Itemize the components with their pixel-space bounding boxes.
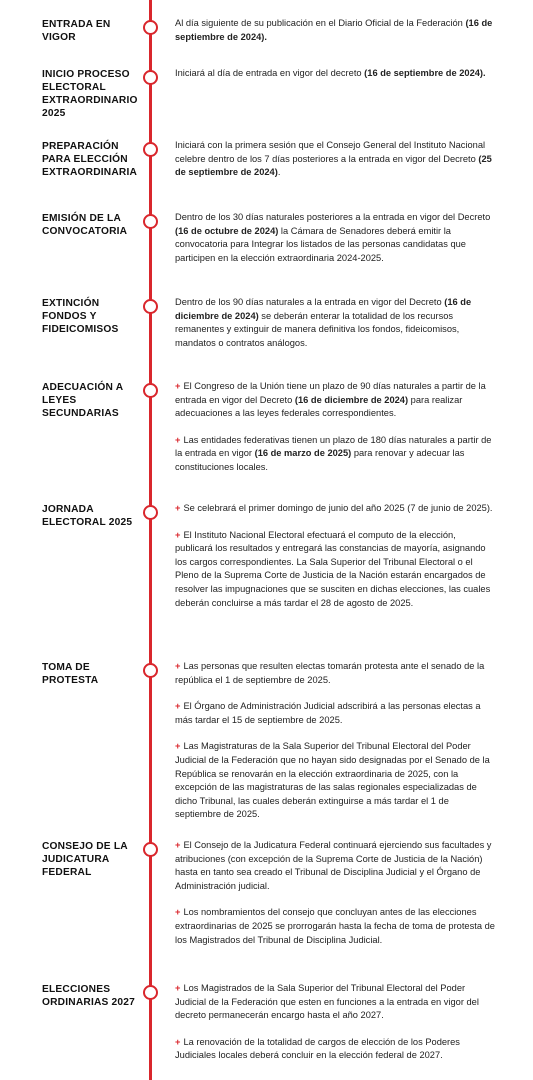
text-segment: la Cámara de Senadores deberá emitir la convocatoria para Integrar los listados de las personas candidatas que participen en la elección extraordinaria 2024-2025.	[175, 225, 466, 263]
description-paragraph	[175, 502, 495, 516]
description-paragraph	[175, 139, 495, 180]
description-paragraph	[175, 982, 495, 1023]
plus-icon: +	[175, 983, 181, 993]
timeline-dot	[143, 505, 158, 520]
text-segment: Iniciará al día de entrada en vigor del decreto	[175, 68, 365, 78]
timeline-dot	[143, 70, 158, 85]
text-segment: Dentro de los 30 días naturales posteriores a la entrada en vigor del Decreto	[175, 212, 491, 222]
plus-icon: +	[175, 381, 181, 391]
entry-description	[175, 660, 495, 822]
timeline-dot	[143, 299, 158, 314]
timeline-dot	[143, 985, 158, 1000]
plus-icon: +	[175, 1036, 181, 1047]
description-paragraph	[175, 211, 495, 265]
entry-label: ADECUACIÓN A LEYES SECUNDARIAS	[42, 382, 123, 419]
text-segment: Las entidades federativas tienen un plazo de 180 días naturales a partir de la entrada en vigor	[175, 434, 492, 459]
entry-description	[175, 982, 495, 1063]
text-segment: para renovar y adecuar las constituciones locales.	[175, 448, 465, 472]
text-segment: Los nombramientos del consejo que concluyan antes de las elecciones extraordinarias de 2025 se prorrogarán hasta la fecha de toma de protesta de los Magistrados del Tribunal de Disciplina Judicial.	[175, 907, 495, 945]
entry-description	[175, 502, 495, 610]
entry-label: CONSEJO DE LA JUDICATURA FEDERAL	[42, 841, 128, 878]
text-segment: El Congreso de la Unión tiene un plazo de 90 días naturales a partir de la entrada en vigor del Decreto	[175, 381, 486, 405]
text-segment: El Instituto Nacional Electoral efectuará el computo de la elección, publicará los resultados y entregará las constancias de mayoría, asignando los cargos correspondientes. La Sala Superior del Tribunal Electoral o el Pleno de la Suprema Corte de Justicia de la Nación estarán encargados de resolver las impugnaciones que se susciten en dichas elecciones, las cuales deberán concluirse a más tardar el 28 de agosto de 2025.	[175, 529, 491, 608]
plus-icon: +	[175, 840, 181, 850]
entry-description	[175, 296, 495, 350]
entry-description	[175, 839, 495, 947]
entry-description	[175, 17, 495, 44]
date-highlight: (16 de septiembre de 2024).	[364, 68, 486, 78]
date-highlight: (16 de diciembre de 2024)	[175, 297, 472, 321]
description-paragraph	[175, 17, 495, 44]
date-highlight: (16 de marzo de 2025)	[254, 448, 352, 459]
description-paragraph	[175, 660, 495, 687]
entry-label: PREPARACIÓN PARA ELECCIÓN EXTRAORDINARIA	[42, 141, 138, 178]
text-segment: Los Magistrados de la Sala Superior del Tribunal Electoral del Poder Judicial de la Federación que esten en funciones a la entrada en vigor del decreto permanecerán encargo hasta el año 2027.	[175, 983, 479, 1021]
text-segment: .	[277, 167, 281, 178]
plus-icon: +	[175, 503, 181, 513]
plus-icon: +	[175, 434, 181, 445]
entry-description	[175, 139, 495, 180]
timeline-dot	[143, 214, 158, 229]
entry-label: EMISIÓN DE LA CONVOCATORIA	[42, 213, 128, 237]
date-highlight: (25 de septiembre de 2024)	[175, 153, 492, 178]
text-segment: Al día siguiente de su publicación en el Diario Oficial de la Federación	[175, 18, 466, 28]
timeline-dot	[143, 383, 158, 398]
entry-label: ELECCIONES ORDINARIAS 2027	[42, 984, 136, 1008]
description-paragraph	[175, 906, 495, 947]
timeline-line	[149, 0, 152, 1080]
entry-label: INICIO PROCESO ELECTORAL EXTRAORDINARIO 2025	[42, 69, 138, 119]
text-segment: El Órgano de Administración Judicial adscribirá a las personas electas a más tardar el 15 de septiembre de 2025.	[175, 701, 481, 725]
date-highlight: (16 de diciembre de 2024)	[294, 394, 409, 405]
text-segment: Se celebrará el primer domingo de junio del año 2025 (7 de junio de 2025).	[183, 503, 493, 513]
date-highlight: (16 de octubre de 2024)	[175, 225, 279, 236]
text-segment: Iniciará con la primera sesión que el Consejo General del Instituto Nacional celebre dentro de los 7 días posteriores a la entrada en vigor del Decreto	[175, 140, 486, 164]
text-segment: La renovación de la totalidad de cargos de elección de los Poderes Judiciales locales deberá concluir en la elección federal de 2027.	[175, 1036, 460, 1061]
timeline-dot	[143, 142, 158, 157]
text-segment: El Consejo de la Judicatura Federal continuará ejerciendo sus facultades y atribuciones (con excepción de la Suprema Corte de Justicia de la Nación) hasta en tanto sea creado el Tribunal de Disciplina Judicial y el Órgano de Administración judicial.	[175, 840, 492, 891]
timeline-dot	[143, 663, 158, 678]
description-paragraph	[175, 296, 495, 350]
entry-label: JORNADA ELECTORAL 2025	[42, 504, 133, 528]
description-paragraph	[175, 740, 495, 822]
description-paragraph	[175, 839, 495, 893]
text-segment: Dentro de los 90 días naturales a la entrada en vigor del Decreto	[175, 297, 445, 307]
entry-description	[175, 380, 495, 475]
text-segment: se deberán enterar la totalidad de los recursos remanentes y extinguir de manera definitiva los fondos, fideicomisos, mandatos o contratos análogos.	[175, 310, 460, 348]
description-paragraph	[175, 529, 495, 611]
entry-label: ENTRADA EN VIGOR	[42, 19, 111, 43]
description-paragraph	[175, 1036, 495, 1063]
entry-description	[175, 211, 495, 265]
text-segment: Las Magistraturas de la Sala Superior del Tribunal Electoral del Poder Judicial de la Federación que no hayan sido designadas por el Senado de la República se renovarán en la elección extraordinaria de 2025, con la excepción de las magistraturas de las salas regionales especializadas de dicho Tribunal, las cuales deberán extinguirse a más tardar el 1 de septiembre de 2025.	[175, 741, 490, 820]
description-paragraph	[175, 700, 495, 727]
description-paragraph	[175, 380, 495, 421]
entry-label: EXTINCIÓN FONDOS Y FIDEICOMISOS	[42, 298, 119, 335]
entry-label: TOMA DE PROTESTA	[42, 662, 99, 686]
plus-icon: +	[175, 907, 181, 918]
plus-icon: +	[175, 529, 181, 540]
description-paragraph	[175, 434, 495, 475]
plus-icon: +	[175, 701, 181, 712]
plus-icon: +	[175, 741, 181, 752]
plus-icon: +	[175, 661, 181, 671]
description-paragraph	[175, 67, 495, 81]
date-highlight: (16 de septiembre de 2024).	[175, 18, 493, 42]
text-segment: Las personas que resulten electas tomarán protesta ante el senado de la república el 1 de septiembre de 2025.	[175, 661, 485, 685]
timeline-dot	[143, 842, 158, 857]
timeline-dot	[143, 20, 158, 35]
entry-description	[175, 67, 495, 81]
text-segment: para realizar adecuaciones a las leyes federales correspondientes.	[175, 394, 463, 419]
